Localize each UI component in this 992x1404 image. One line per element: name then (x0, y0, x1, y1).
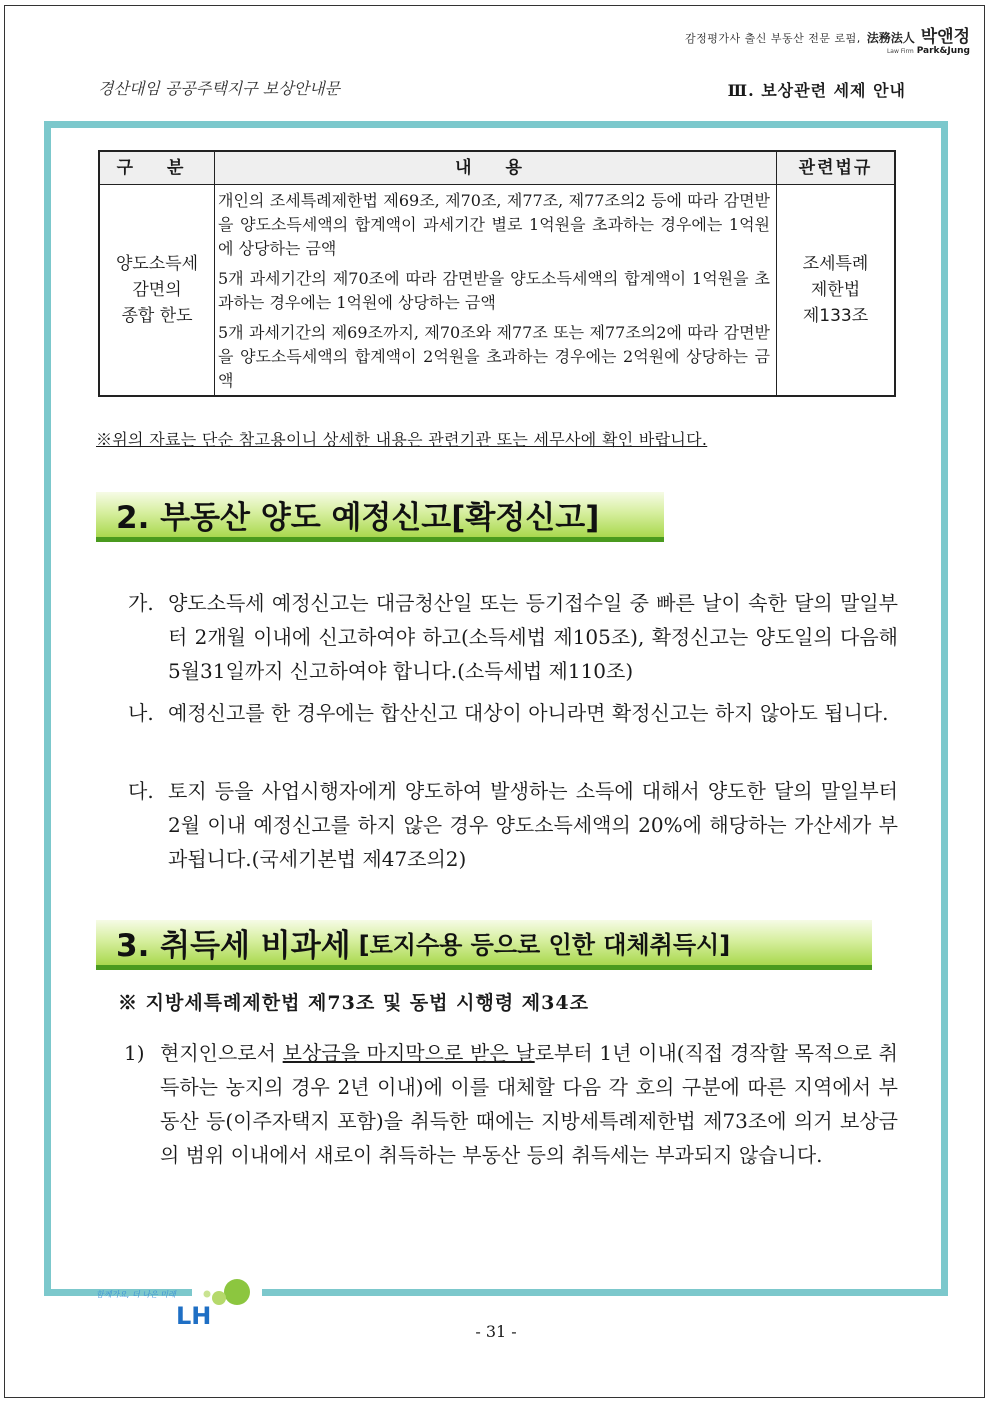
item-text-before: 현지인으로서 (160, 1041, 283, 1065)
item-text: 양도소득세 예정신고는 대금청산일 또는 등기접수일 중 빠른 날이 속한 달의 말일부터 2개월 이내에 신고하여야 하고(소득세법 제105조), 확정신고는 양도일의 다음해 5월31일까지 신고하여야 합니다.(소득세법 제110조) (168, 591, 898, 683)
category-cell (99, 185, 215, 397)
category-line: 감면의 (132, 280, 182, 300)
section-2-heading (96, 492, 664, 542)
section-3-heading-sub: [토지수용 등으로 인한 대체취득시] (358, 931, 731, 959)
section-2-heading-text: 2. 부동산 양도 예정신고[확정신고] (116, 500, 600, 536)
item-text-after: 로부터 1년 이내(직접 경작할 목적으로 취득하는 농지의 경우 2년 이내)에 이를 대체할 다음 각 호의 구분에 따른 지역에서 부동산 등(이주자택지 포함)을 취득한 때에는 지방세특례제한법 제73조에 의거 보상금의 범위 이내에서 새로이 취득하는 부동산 등의 취득세는 부과되지 않습니다. (160, 1041, 899, 1167)
section-2-item-da (128, 774, 898, 876)
content-item: 5개 과세기간의 제69조까지, 제70조와 제77조 또는 제77조의2에 따라 감면받을 양도소득세액의 합계액이 2억원을 초과하는 경우에는 2억원에 상당하는 금액 (218, 323, 770, 390)
lh-logo-text: LH (176, 1302, 212, 1330)
section-2-item-na (128, 696, 898, 730)
section-title: Ⅲ. 보상관련 세제 안내 (727, 81, 906, 100)
section-2-item-ga (128, 586, 898, 688)
page-number: - 31 - (475, 1322, 517, 1341)
item-text: 토지 등을 사업시행자에게 양도하여 발생하는 소득에 대해서 양도한 달의 말일부터 2월 이내 예정신고를 하지 않은 경우 양도소득세액의 20%에 해당하는 가산세가 부과됩니다.(국세기본법 제47조의2) (168, 779, 898, 871)
firm-subtitle (887, 46, 970, 56)
item-marker: 다. (128, 779, 154, 803)
section-3-item-1 (124, 1036, 898, 1172)
firm-label: 감정평가사 출신 부동산 전문 로펌, (684, 32, 861, 45)
content-item: 개인의 조세특례제한법 제69조, 제70조, 제77조, 제77조의2 등에 따라 감면받을 양도소득세액의 합계액이 과세기간 별로 1억원을 초과하는 경우에는 1억원에 상당하는 금액 (218, 191, 770, 258)
tax-limit-table (98, 150, 896, 397)
item-marker: 나. (128, 701, 154, 725)
section-3-heading-main: 3. 취득세 비과세 (116, 928, 351, 964)
lh-slogan: 함께가요, 더 나은 미래 (96, 1290, 176, 1299)
law-line: 제133조 (802, 306, 869, 326)
content-item: 5개 과세기간의 제70조에 따라 감면받을 양도소득세액의 합계액이 1억원을 초과하는 경우에는 1억원에 상당하는 금액 (218, 269, 770, 312)
frame-bottom-right (262, 1289, 948, 1296)
reference-note: ※위의 자료는 단순 참고용이니 상세한 내용은 관련기관 또는 세무사에 확인 바랍니다. (96, 430, 708, 449)
firm-header (685, 22, 970, 47)
item-marker: 1) (124, 1041, 145, 1065)
document-title: 경산대임 공공주택지구 보상안내문 (98, 79, 341, 98)
law-line: 제한법 (810, 280, 861, 300)
firm-brand: 박앤정 (920, 27, 970, 47)
header-content: 내 용 (215, 151, 777, 185)
firm-name-hanja: 法務法人 (866, 31, 915, 45)
header-category: 구 분 (99, 151, 215, 185)
section-3-law-note: ※ 지방세특례제한법 제73조 및 동법 시행령 제34조 (118, 992, 589, 1014)
law-cell (777, 185, 896, 397)
law-line: 조세특례 (802, 254, 869, 274)
item-text-underlined: 보상금을 마지막으로 받은 날 (282, 1041, 535, 1065)
header-law: 관련법규 (777, 151, 896, 185)
table-header-row (99, 151, 895, 185)
item-marker: 가. (128, 591, 154, 615)
table-row (99, 185, 895, 397)
section-3-heading (96, 920, 872, 970)
item-text (160, 1036, 898, 1172)
category-line: 종합 한도 (121, 306, 193, 326)
item-text: 예정신고를 한 경우에는 합산신고 대상이 아니라면 확정신고는 하지 않아도 됩니다. (168, 701, 889, 725)
firm-sub-small: Law Firm (886, 48, 914, 55)
category-line: 양도소득세 (115, 254, 199, 274)
firm-sub-eng: Park&Jung (916, 46, 970, 56)
content-cell (215, 185, 777, 397)
